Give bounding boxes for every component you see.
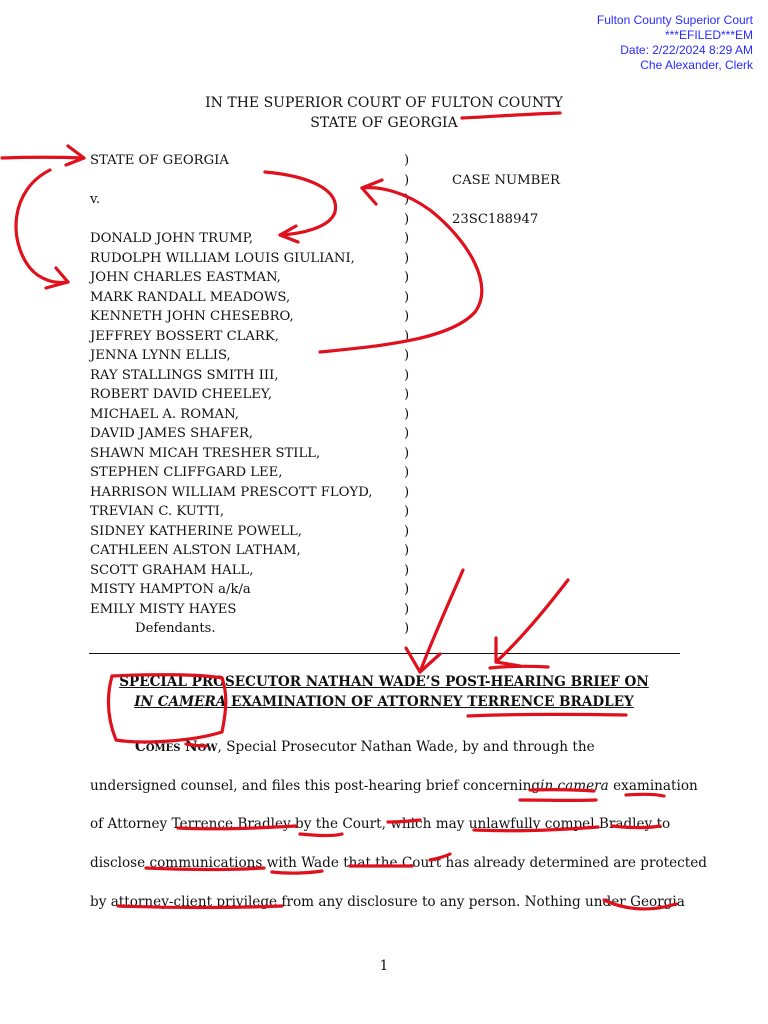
brief-title-line2: EXAMINATION OF ATTORNEY TERRENCE BRADLEY (226, 694, 634, 710)
plaintiff: STATE OF GEORGIA (90, 153, 229, 168)
body-line (90, 805, 678, 844)
brief-title-in-camera: IN CAMERA (134, 694, 227, 710)
body-line2-b: examination (613, 777, 698, 794)
court-header (0, 94, 768, 133)
caption-paren: ) (404, 192, 410, 207)
case-number-block (452, 171, 560, 230)
caption-paren: ) (404, 270, 410, 285)
body-line2-a: undersigned counsel, and files this post-hearing brief concerning (90, 777, 541, 794)
caption-paren: ) (404, 621, 410, 636)
caption-paren: ) (404, 465, 410, 480)
defendant-name: MICHAEL A. ROMAN, (90, 406, 239, 422)
defendant-name: JOHN CHARLES EASTMAN, (90, 270, 281, 285)
caption-paren: ) (404, 289, 410, 305)
defendant-name: HARRISON WILLIAM PRESCOTT FLOYD, (90, 484, 373, 500)
caption-paren: ) (404, 367, 410, 383)
defendant-name: MARK RANDALL MEADOWS, (90, 289, 291, 305)
defendant-name: STEPHEN CLIFFGARD LEE, (90, 465, 283, 480)
brief-title (0, 672, 768, 712)
case-number-label: CASE NUMBER (452, 173, 560, 188)
caption-paren: ) (404, 387, 410, 402)
annotation-arrow (16, 170, 68, 282)
annotation-arrowhead (46, 268, 68, 288)
case-caption-parties (90, 151, 390, 639)
caption-paren: ) (404, 582, 410, 597)
stamp-status: ***EFILED***EM (664, 28, 753, 42)
body-line1-rest: , Special Prosecutor Nathan Wade, by and through the (217, 739, 595, 755)
annotation-arrow (2, 157, 84, 158)
caption-paren: ) (404, 406, 410, 422)
case-number: 23SC188947 (452, 212, 539, 227)
defendant-name: ROBERT DAVID CHEELEY, (90, 387, 273, 402)
defendant-name: DAVID JAMES SHAFER, (90, 426, 254, 441)
defendant-name: JEFFREY BOSSERT CLARK, (90, 328, 279, 344)
defendant-name: CATHLEEN ALSTON LATHAM, (90, 543, 301, 558)
caption-paren: ) (404, 504, 410, 519)
caption-paren: ) (404, 348, 410, 363)
body-in-camera: in camera (540, 777, 609, 794)
caption-paren: ) (404, 562, 410, 578)
annotation-underline (468, 714, 626, 716)
caption-paren: ) (404, 231, 410, 246)
caption-paren: ) (404, 309, 410, 324)
comes-now: Comes Now (135, 739, 218, 755)
defendant-name: KENNETH JOHN CHESEBRO, (90, 309, 294, 324)
defendant-name: MISTY HAMPTON a/k/a (90, 582, 251, 597)
body-line (90, 728, 678, 767)
body-line (90, 844, 707, 883)
caption-paren: ) (404, 250, 410, 266)
caption-paren: ) (404, 328, 410, 344)
caption-paren: ) (404, 426, 410, 441)
body-line4: disclose communications with Wade that the Court has already determined are protected (90, 855, 707, 872)
caption-blank (452, 191, 560, 211)
stamp-date: Date: 2/22/2024 8:29 AM (620, 43, 753, 57)
annotation-underline (490, 666, 548, 668)
caption-divider (89, 653, 680, 654)
defendant-name: SHAWN MICAH TRESHER STILL, (90, 445, 321, 461)
caption-paren: ) (404, 523, 410, 539)
court-state: STATE OF GEORGIA (310, 114, 458, 131)
court-name: IN THE SUPERIOR COURT OF FULTON COUNTY (205, 95, 563, 111)
efiled-stamp (597, 13, 753, 73)
defendants-label: Defendants. (135, 621, 216, 636)
page-number: 1 (379, 958, 389, 974)
caption-paren: ) (404, 153, 410, 168)
defendant-name: DONALD JOHN TRUMP, (90, 231, 254, 246)
defendant-name: RUDOLPH WILLIAM LOUIS GIULIANI, (90, 250, 355, 266)
caption-paren: ) (404, 445, 410, 461)
defendant-name: SIDNEY KATHERINE POWELL, (90, 523, 302, 539)
annotation-arrowhead (406, 648, 440, 672)
caption-paren: ) (404, 211, 410, 227)
annotation-arrowhead (496, 638, 520, 666)
caption-paren: ) (404, 601, 410, 617)
stamp-court: Fulton County Superior Court (596, 13, 753, 27)
annotation-arrowhead (66, 146, 84, 165)
caption-paren-column (404, 151, 416, 639)
defendant-name: RAY STALLINGS SMITH III, (90, 367, 279, 383)
body-line (90, 883, 685, 922)
caption-blank (90, 171, 390, 191)
defendant-name: EMILY MISTY HAYES (90, 601, 237, 617)
body-line5: by attorney-client privilege from any disclosure to any person. Nothing under Georgia (90, 893, 685, 910)
caption-paren: ) (404, 172, 410, 188)
caption-paren: ) (404, 543, 410, 558)
defendant-name: SCOTT GRAHAM HALL, (90, 562, 254, 578)
stamp-clerk: Che Alexander, Clerk (640, 58, 753, 72)
brief-body (90, 728, 707, 921)
caption-blank (90, 210, 390, 230)
annotation-arrow (496, 580, 568, 662)
body-line3: of Attorney Terrence Bradley by the Court, which may unlawfully compel Bradley to (90, 816, 671, 833)
annotation-arrow (420, 570, 463, 672)
body-line (90, 767, 698, 806)
defendant-name: TREVIAN C. KUTTI, (90, 504, 225, 519)
versus: v. (90, 192, 101, 207)
brief-title-line1: SPECIAL PROSECUTOR NATHAN WADE’S POST-HEARING BRIEF ON (119, 674, 649, 690)
defendant-name: JENNA LYNN ELLIS, (90, 348, 231, 363)
caption-paren: ) (404, 484, 410, 500)
